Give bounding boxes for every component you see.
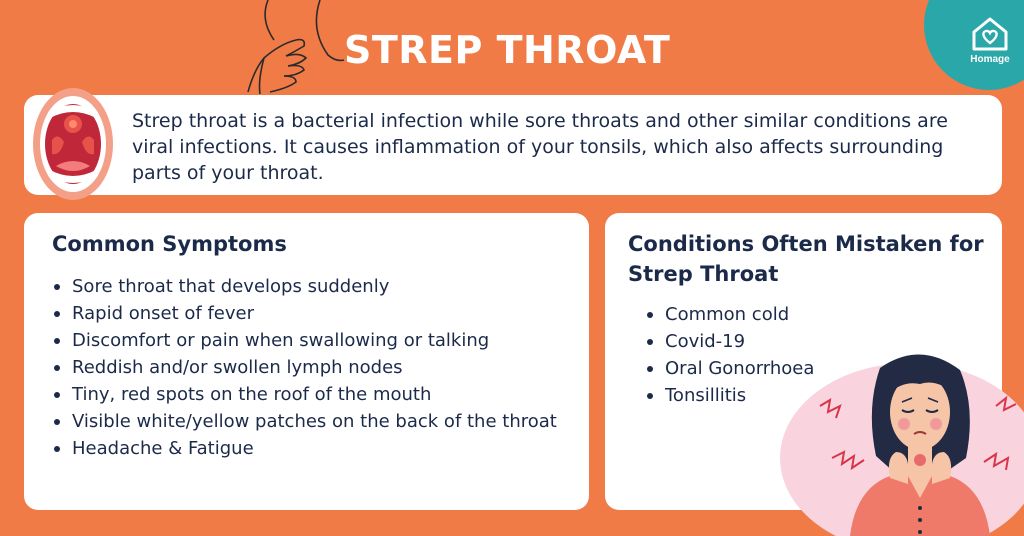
symptoms-card xyxy=(24,213,589,510)
list-item: Sore throat that develops suddenly xyxy=(52,273,572,300)
intro-text: Strep throat is a bacterial infection while sore throats and other similar conditions are viral infections. It causes inflammation of your tonsils, which also affects surrounding parts of your throat. xyxy=(132,110,948,184)
home-heart-icon xyxy=(968,16,1012,52)
list-item: Common cold xyxy=(645,301,905,328)
brand-name: Homage xyxy=(970,54,1010,65)
list-item: Oral Gonorrhoea xyxy=(645,355,905,382)
list-item: Covid-19 xyxy=(645,328,905,355)
list-item: Discomfort or pain when swallowing or talking xyxy=(52,327,572,354)
symptoms-heading: Common Symptoms xyxy=(52,232,287,256)
open-mouth-illustration xyxy=(30,84,116,204)
list-item: Rapid onset of fever xyxy=(52,300,572,327)
woman-sore-throat-illustration xyxy=(770,348,1024,536)
hand-on-throat-doodle xyxy=(240,0,350,95)
list-item: Tiny, red spots on the roof of the mouth xyxy=(52,381,572,408)
list-item: Headache & Fatigue xyxy=(52,435,572,462)
list-item: Tonsillitis xyxy=(645,382,905,409)
page-title: STREP THROAT xyxy=(344,28,671,72)
conditions-heading: Conditions Often Mistaken for Strep Throat xyxy=(628,232,984,286)
list-item: Visible white/yellow patches on the back of the throat xyxy=(52,408,572,435)
symptoms-list xyxy=(52,273,572,462)
list-item: Reddish and/or swollen lymph nodes xyxy=(52,354,572,381)
